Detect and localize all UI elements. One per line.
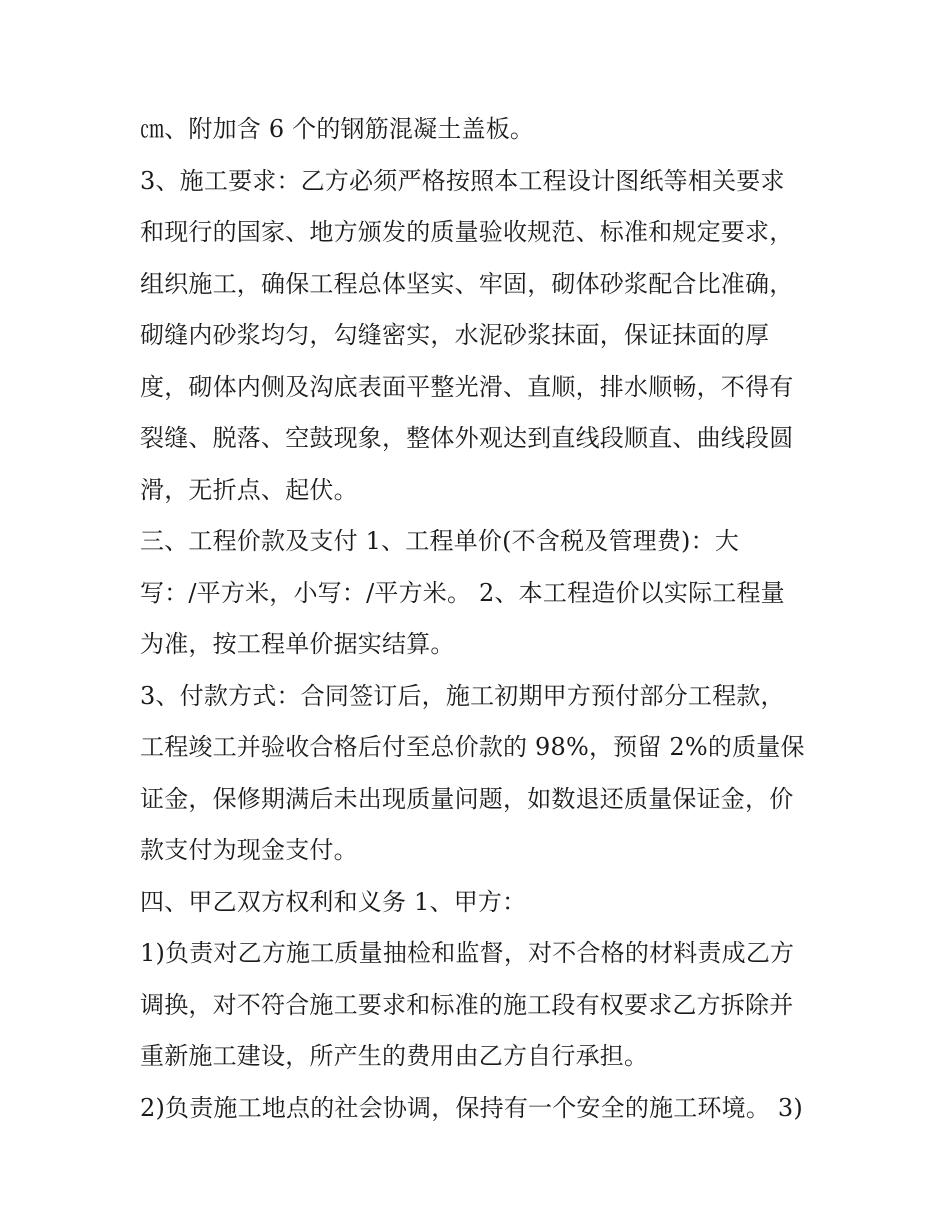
text-line: 1)负责对乙方施工质量抽检和监督，对不合格的材料责成乙方	[140, 939, 795, 967]
text-line: 和现行的国家、地方颁发的质量验收规范、标准和规定要求，	[140, 218, 794, 246]
text-line: 三、工程价款及支付 1、工程单价(不含税及管理费)：大	[140, 527, 740, 555]
text-line: 写：/平方米，小写：/平方米。 2、本工程造价以实际工程量	[140, 578, 785, 607]
text-line: ㎝、附加含 6 个的钢筋混凝土盖板。	[140, 115, 535, 143]
text-line: 为准，按工程单价据实结算。	[140, 630, 455, 658]
text-line: 工程竣工并验收合格后付至总价款的 98%，预留 2%的质量保	[140, 733, 805, 761]
text-line: 3、付款方式：合同签订后，施工初期甲方预付部分工程款，	[140, 681, 785, 710]
text-line: 证金，保修期满后未出现质量问题，如数退还质量保证金，价	[140, 784, 794, 813]
text-line: 四、甲乙双方权利和义务 1、甲方：	[140, 887, 527, 916]
text-line: 滑，无折点、起伏。	[140, 475, 358, 504]
text-line: 重新施工建设，所产生的费用由乙方自行承担。	[140, 1042, 649, 1070]
text-line: 款支付为现金支付。	[140, 836, 358, 864]
document-body	[140, 104, 820, 1134]
text-line: 砌缝内砂浆均匀，勾缝密实，水泥砂浆抹面，保证抹面的厚	[140, 321, 770, 349]
text-line: 度，砌体内侧及沟底表面平整光滑、直顺，排水顺畅，不得有	[140, 372, 794, 401]
text-line: 2)负责施工地点的社会协调，保持有一个安全的施工环境。 3)	[140, 1093, 803, 1122]
text-line: 裂缝、脱落、空鼓现象，整体外观达到直线段顺直、曲线段圆	[140, 424, 794, 452]
text-line: 组织施工，确保工程总体坚实、牢固，砌体砂浆配合比准确，	[140, 269, 794, 298]
text-line: 3、施工要求：乙方必须严格按照本工程设计图纸等相关要求	[140, 166, 785, 195]
text-line: 调换，对不符合施工要求和标准的施工段有权要求乙方拆除并	[140, 990, 794, 1019]
